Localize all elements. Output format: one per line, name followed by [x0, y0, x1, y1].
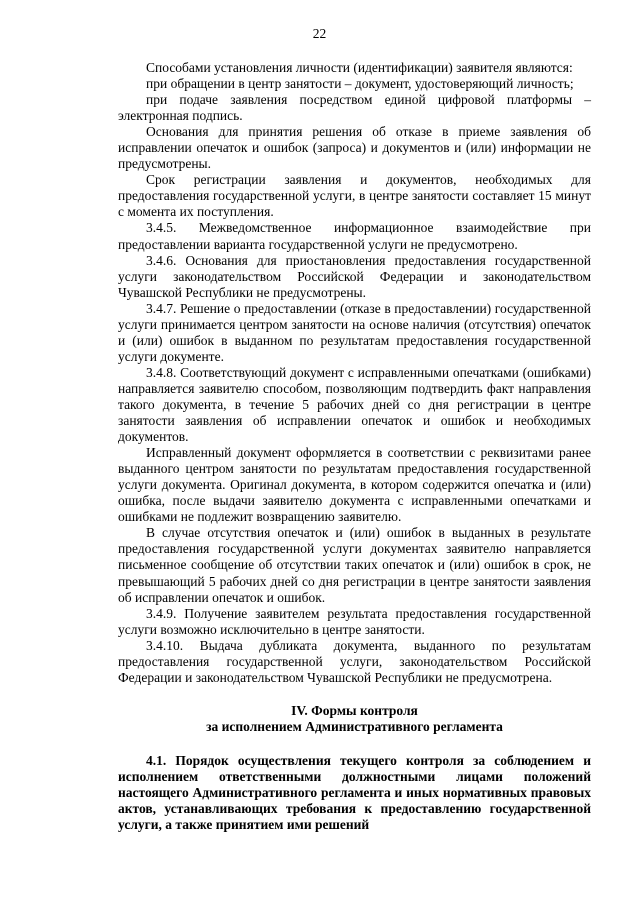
- paragraph-3-4-8: 3.4.8. Соответствующий документ с исправленными опечатками (ошибками) направляется заявителю способом, позволяющим подтвердить факт направления такого документа, в течение 5 рабочих дней со дня регистрации в центре занятости заявления об исправлении опечаток и ошибок и необходимых документов.: [118, 364, 591, 445]
- paragraph-identification-methods: Способами установления личности (идентификации) заявителя являются:: [146, 60, 573, 75]
- paragraph-3-4-7: 3.4.7. Решение о предоставлении (отказе в предоставлении) государственной услуги принимается центром занятости на основе наличия (отсутствия) опечаток и (или) ошибок в выданном по результатам предоставления государственной услуги документе.: [118, 300, 591, 364]
- document-body: [118, 60, 591, 833]
- paragraph-3-4-9: 3.4.9. Получение заявителем результата предоставления государственной услуги возможно исключительно в центре занятости.: [118, 605, 591, 637]
- paragraph-electronic-signature: при подаче заявления посредством единой цифровой платформы – электронная подпись.: [118, 92, 591, 124]
- paragraph-3-4-5: 3.4.5. Межведомственное информационное взаимодействие при предоставлении варианта государственной услуги не предусмотрено.: [118, 220, 591, 252]
- paragraph-refusal-grounds: Основания для принятия решения об отказе в приеме заявления об исправлении опечаток и ошибок (запроса) и документов и (или) информации не предусмотрены.: [118, 124, 591, 172]
- paragraph-no-errors-case: В случае отсутствия опечаток и (или) ошибок в выданных в результате предоставления государственной услуги документах заявителю направляется письменное сообщение об отсутствии таких опечаток и (или) ошибок в срок, не превышающий 5 рабочих дней со дня регистрации в центре занятости заявления об исправлении опечаток и ошибок.: [118, 525, 591, 605]
- section-heading: [118, 703, 591, 735]
- paragraph-registration-term: Срок регистрации заявления и документов, необходимых для предоставления государственной услуги, в центре занятости составляет 15 минут с момента их поступления.: [118, 172, 591, 220]
- section-heading-line-1: IV. Формы контроля: [291, 702, 418, 718]
- paragraph-corrected-document: Исправленный документ оформляется в соответствии с реквизитами ранее выданного центром занятости по результатам предоставления государственной услуги документа. Оригинал документа, в котором содержится опечатка и (или) ошибка, после выдачи заявителю документа с исправленными опечатками и ошибками не подлежит возвращению заявителю.: [118, 445, 591, 525]
- subsection-4-1: 4.1. Порядок осуществления текущего контроля за соблюдением и исполнением ответственными должностными лицами положений настоящего Административного регламента и иных нормативных правовых актов, устанавливающих требования к предоставлению государственной услуги, а также принятием ими решений: [118, 752, 591, 833]
- section-heading-line-2: за исполнением Административного регламента: [206, 718, 503, 734]
- paragraph-3-4-6: 3.4.6. Основания для приостановления предоставления государственной услуги законодательством Российской Федерации и законодательством Чувашской Республики не предусмотрены.: [118, 252, 591, 300]
- paragraph-3-4-10: 3.4.10. Выдача дубликата документа, выданного по результатам предоставления государственной услуги, законодательством Российской Федерации и законодательством Чувашской Республики не предусмотрена.: [118, 637, 591, 685]
- paragraph-identity-document: при обращении в центр занятости – документ, удостоверяющий личность;: [146, 76, 574, 92]
- page-number: 22: [312, 26, 327, 41]
